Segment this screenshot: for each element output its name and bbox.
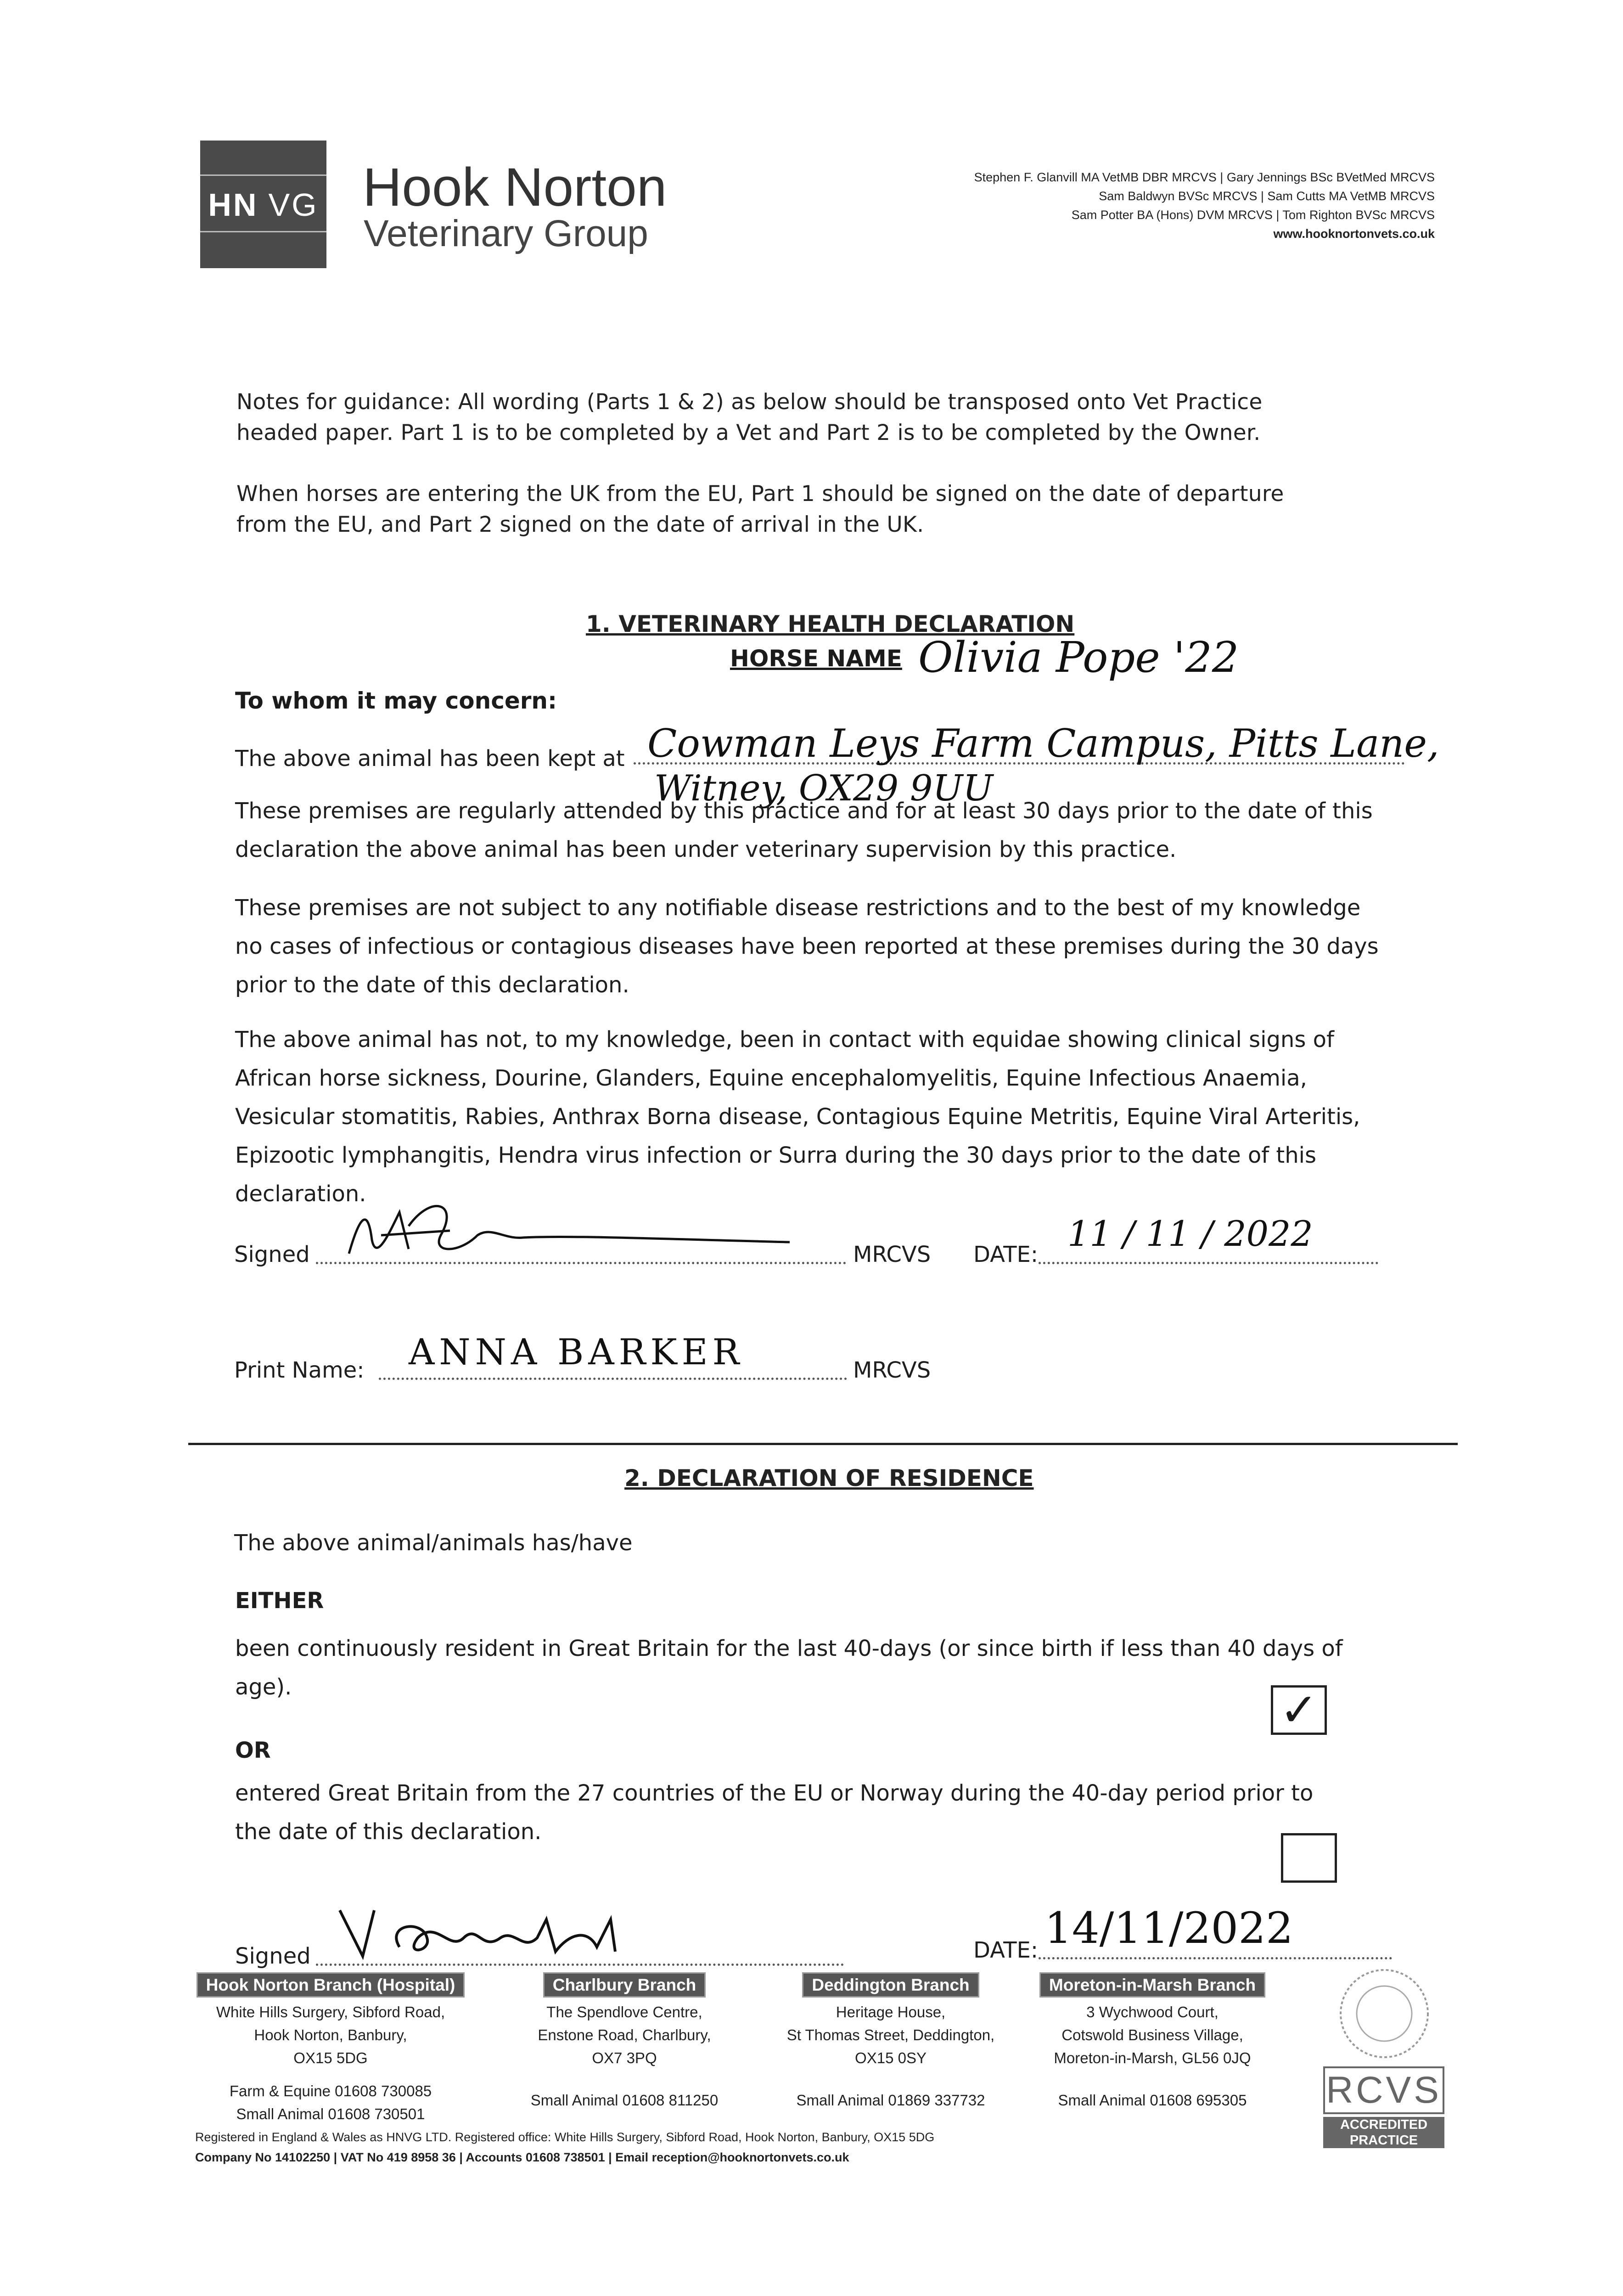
branch-tab: Charlbury Branch xyxy=(543,1972,706,1998)
guidance-eu-note xyxy=(236,478,1284,540)
branch-address: White Hills Surgery, Sibford Road, xyxy=(216,2003,445,2020)
kept-at-label: The above animal has been kept at xyxy=(235,746,625,771)
guidance-line: from the EU, and Part 2 signed on the date of arrival in the UK. xyxy=(236,512,924,537)
logo-initials xyxy=(200,186,326,223)
vet-list xyxy=(974,168,1435,243)
print-mrcvs-label: MRCVS xyxy=(853,1357,931,1383)
footer-line: Registered in England & Wales as HNVG LTD. Registered office: White Hills Surgery, Sibford Road, Hook Norton, Banbury, OX15 5DG xyxy=(195,2130,935,2144)
or-label: OR xyxy=(235,1738,271,1763)
option2-checkbox[interactable] xyxy=(1281,1833,1337,1883)
paragraph-line: declaration the above animal has been under veterinary supervision by this practice. xyxy=(235,837,1177,862)
branch-phone: Small Animal 01608 695305 xyxy=(1058,2092,1247,2109)
logo-vg: VG xyxy=(268,187,319,223)
section-divider xyxy=(188,1443,1458,1445)
guidance-line: Notes for guidance: All wording (Parts 1 & 2) as below should be transposed onto Vet Practice xyxy=(236,389,1263,415)
branch-address: OX15 0SY xyxy=(855,2049,927,2066)
branch-phone: Farm & Equine 01608 730085 xyxy=(229,2082,432,2099)
horse-name-label: HORSE NAME xyxy=(730,645,902,672)
vet-date-line xyxy=(1039,1262,1378,1264)
option1-line: age). xyxy=(235,1674,292,1700)
branch-address: 3 Wychwood Court, xyxy=(1086,2003,1219,2020)
option1-checkbox[interactable] xyxy=(1271,1685,1327,1735)
owner-date-line xyxy=(1039,1957,1392,1959)
residence-intro: The above animal/animals has/have xyxy=(234,1530,633,1556)
brand-name: Hook Norton xyxy=(363,157,667,218)
kept-at-address-2[interactable]: Witney, OX29 9UU xyxy=(654,768,994,809)
either-label: EITHER xyxy=(235,1588,324,1614)
paragraph-line: African horse sickness, Dourine, Glanders, Equine encephalomyelitis, Equine Infectious Anaemia, xyxy=(235,1065,1307,1091)
guidance-line: When horses are entering the UK from the EU, Part 1 should be signed on the date of departure xyxy=(236,481,1284,506)
option2-line: entered Great Britain from the 27 countries of the EU or Norway during the 40-day period prior to xyxy=(235,1780,1314,1806)
option2-text xyxy=(235,1774,1313,1851)
guidance-line: headed paper. Part 1 is to be completed by a Vet and Part 2 is to be completed by the Owner. xyxy=(236,420,1261,445)
paragraph-line: Vesicular stomatitis, Rabies, Anthrax Borna disease, Contagious Equine Metritis, Equine Viral Arteritis, xyxy=(235,1104,1360,1130)
rcvs-mark: RCVS xyxy=(1323,2066,1444,2114)
paragraph-line: no cases of infectious or contagious diseases have been reported at these premises during the 30 days xyxy=(235,934,1379,959)
owner-signature[interactable] xyxy=(331,1901,680,1970)
vets-line-2: Sam Baldwyn BVSc MRCVS | Sam Cutts MA VetMB MRCVS xyxy=(1099,189,1435,203)
option2-line: the date of this declaration. xyxy=(235,1819,542,1845)
paragraph-line: The above animal has not, to my knowledge, been in contact with equidae showing clinical signs of xyxy=(235,1027,1334,1052)
brand-subtitle: Veterinary Group xyxy=(364,213,648,254)
restrictions-paragraph xyxy=(235,889,1379,1004)
option1-line: been continuously resident in Great Britain for the last 40-days (or since birth if less than 40 days of xyxy=(235,1636,1343,1661)
part1-heading: 1. VETERINARY HEALTH DECLARATION xyxy=(586,611,1075,637)
rcvs-seal-icon xyxy=(1322,1963,1446,2064)
branch-address: OX7 3PQ xyxy=(592,2049,657,2066)
branch-deddington xyxy=(762,1974,1019,2112)
rcvs-badge-line-1: ACCREDITED xyxy=(1323,2117,1444,2133)
branch-hook-norton xyxy=(188,1974,473,2126)
paragraph-line: declaration. xyxy=(235,1181,366,1207)
vet-date-label: DATE: xyxy=(973,1242,1039,1267)
branch-address: Hook Norton, Banbury, xyxy=(254,2026,407,2043)
guidance-notes xyxy=(236,387,1263,448)
website-link[interactable]: www.hooknortonvets.co.uk xyxy=(1273,227,1435,241)
part2-heading: 2. DECLARATION OF RESIDENCE xyxy=(624,1465,1034,1491)
owner-date-value[interactable]: 14/11/2022 xyxy=(1045,1903,1293,1953)
vets-line-1: Stephen F. Glanvill MA VetMB DBR MRCVS | Gary Jennings BSc BVetMed MRCVS xyxy=(974,170,1435,184)
branch-tab: Deddington Branch xyxy=(802,1972,979,1998)
branch-phone: Small Animal 01869 337732 xyxy=(796,2092,985,2109)
branch-phone: Small Animal 01608 730501 xyxy=(236,2105,425,2122)
footer-line: Company No 14102250 | VAT No 419 8958 36 | Accounts 01608 738501 | Email reception@hooknortonvets.co.uk xyxy=(195,2150,849,2164)
vet-signature[interactable] xyxy=(340,1185,799,1277)
kept-at-address-1[interactable]: Cowman Leys Farm Campus, Pitts Lane, xyxy=(647,721,1439,766)
paragraph-line: These premises are regularly attended by this practice and for at least 30 days prior to the date of this xyxy=(235,798,1373,824)
print-name-underline xyxy=(379,1378,847,1380)
option1-checkmark: ✓ xyxy=(1280,1683,1318,1737)
branch-address: Enstone Road, Charlbury, xyxy=(538,2026,711,2043)
disease-paragraph xyxy=(235,1020,1360,1213)
paragraph-line: These premises are not subject to any notifiable disease restrictions and to the best of my knowledge xyxy=(235,895,1361,921)
hnvg-logo xyxy=(200,141,326,268)
print-name-label: Print Name: xyxy=(234,1357,365,1383)
vet-mrcvs-label: MRCVS xyxy=(853,1242,931,1267)
print-name-value[interactable]: ANNA BARKER xyxy=(409,1332,744,1373)
rcvs-badge-line-2: PRACTICE xyxy=(1323,2133,1444,2148)
footer-registration xyxy=(195,2127,934,2167)
branch-moreton xyxy=(1026,1974,1279,2112)
branch-tab: Moreton-in-Marsh Branch xyxy=(1039,1972,1265,1998)
branch-address: Heritage House, xyxy=(836,2003,946,2020)
branch-address: Cotswold Business Village, xyxy=(1061,2026,1243,2043)
to-whom-line: To whom it may concern: xyxy=(235,687,557,714)
owner-signed-label: Signed xyxy=(235,1943,311,1969)
branch-address: The Spendlove Centre, xyxy=(546,2003,702,2020)
paragraph-line: prior to the date of this declaration. xyxy=(235,972,629,998)
branch-address: OX15 5DG xyxy=(293,2049,368,2066)
branch-phone: Small Animal 01608 811250 xyxy=(530,2092,719,2109)
branch-address: St Thomas Street, Deddington, xyxy=(786,2026,995,2043)
branch-address: Moreton-in-Marsh, GL56 0JQ xyxy=(1054,2049,1251,2066)
branch-charlbury xyxy=(500,1974,748,2112)
vet-signed-label: Signed xyxy=(234,1242,310,1267)
paragraph-line: Epizootic lymphangitis, Hendra virus infection or Surra during the 30 days prior to the date of this xyxy=(235,1142,1316,1168)
owner-date-label: DATE: xyxy=(973,1937,1039,1963)
horse-name-value[interactable]: Olivia Pope '22 xyxy=(918,633,1239,682)
option1-text xyxy=(235,1629,1343,1706)
supervision-paragraph xyxy=(235,792,1373,869)
vet-date-value[interactable]: 11 / 11 / 2022 xyxy=(1067,1213,1313,1254)
branch-tab: Hook Norton Branch (Hospital) xyxy=(197,1972,465,1998)
rcvs-accreditation xyxy=(1323,2066,1444,2154)
vets-line-3: Sam Potter BA (Hons) DVM MRCVS | Tom Righton BVSc MRCVS xyxy=(1071,208,1435,222)
logo-hn: HN xyxy=(208,187,258,223)
